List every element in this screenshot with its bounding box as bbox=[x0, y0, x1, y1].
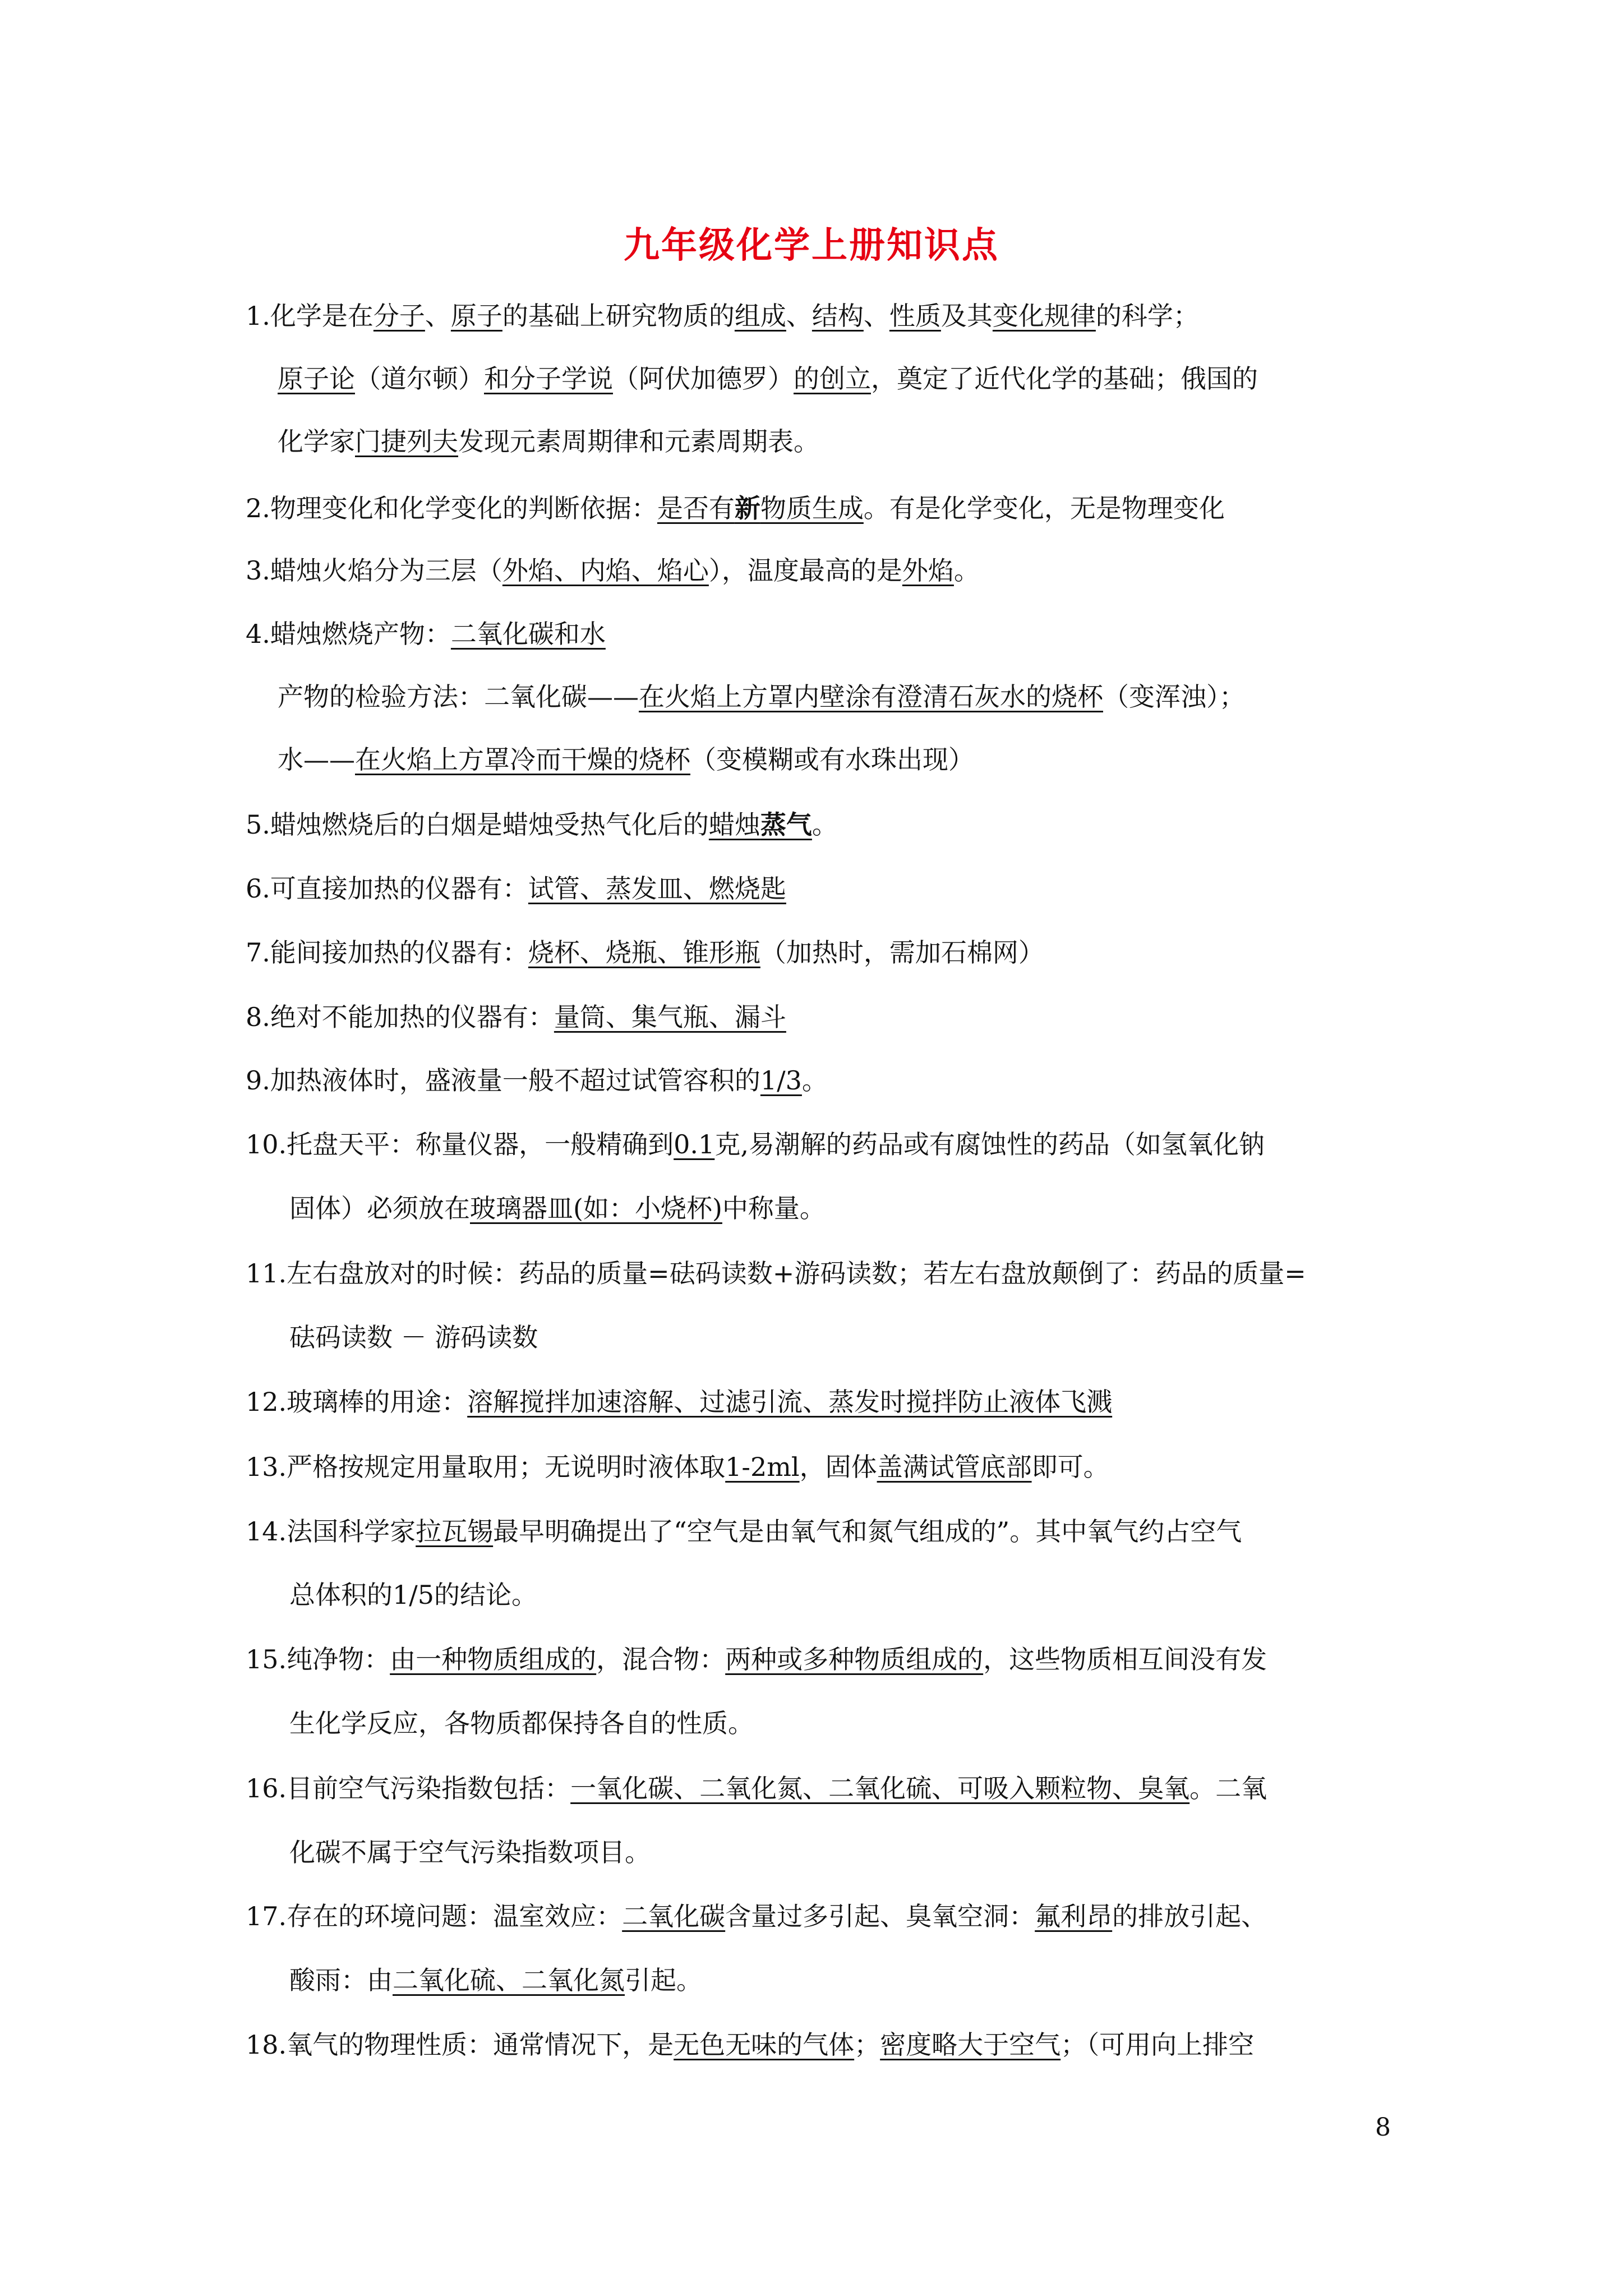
text-segment: 2.物理变化和化学变化的判断依据： bbox=[246, 493, 657, 523]
text-segment: 5.蜡烛燃烧后的白烟是蜡烛受热气化后的 bbox=[246, 809, 709, 840]
text-segment: （加热时，需加石棉网） bbox=[760, 937, 1044, 968]
text-segment: （变模糊或有水珠出现） bbox=[690, 744, 974, 775]
text-segment: 含量过多引起、臭氧空洞： bbox=[725, 1901, 1035, 1931]
text-segment: 。 bbox=[811, 809, 838, 840]
underlined-keyword: 试管、蒸发皿、燃烧匙 bbox=[528, 873, 786, 904]
text-line bbox=[246, 1772, 1267, 1805]
underlined-keyword: 原子 bbox=[450, 301, 502, 331]
text-line bbox=[278, 362, 1258, 395]
underlined-keyword: 原子论 bbox=[278, 364, 355, 394]
bold-keyword: 新 bbox=[734, 493, 760, 523]
underlined-keyword: 氟利昂 bbox=[1035, 1901, 1113, 1931]
text-line bbox=[246, 872, 786, 905]
underlined-keyword: 一氧化碳、二氧化氮、二氧化硫、可吸入颗粒物、臭氧 bbox=[570, 1773, 1190, 1803]
text-segment: 17.存在的环境问题：温室效应： bbox=[246, 1901, 623, 1931]
underlined-keyword: 在火焰上方罩内壁涂有澄清石灰水的烧杯 bbox=[639, 682, 1103, 712]
text-segment: 4.蜡烛燃烧产物： bbox=[246, 619, 451, 649]
text-segment: 11.左右盘放对的时候：药品的质量=砝码读数+游码读数；若左右盘放颠倒了：药品的质量= bbox=[246, 1258, 1306, 1289]
text-segment: 14.法国科学家 bbox=[246, 1516, 416, 1547]
text-line bbox=[246, 936, 1044, 969]
underlined-keyword: 溶解搅拌加速溶解、过滤引流、蒸发时搅拌防止液体飞溅 bbox=[467, 1387, 1113, 1417]
text-segment: 化碳不属于空气污染指数项目。 bbox=[289, 1837, 651, 1867]
underlined-keyword: 二氧化碳 bbox=[622, 1901, 726, 1931]
text-segment: 最早明确提出了“空气是由氧气和氮气组成的”。其中氧气约占空气 bbox=[493, 1516, 1242, 1547]
text-segment: ； bbox=[854, 2030, 880, 2060]
text-segment: 、 bbox=[425, 301, 451, 331]
underlined-keyword: 门捷列夫 bbox=[355, 426, 458, 457]
text-segment: 3.蜡烛火焰分为三层（ bbox=[246, 555, 502, 586]
text-segment: ，这些物质相互间没有发 bbox=[983, 1644, 1267, 1674]
underlined-keyword: 和分子学说 bbox=[484, 364, 613, 394]
text-segment: 、 bbox=[786, 301, 812, 331]
underlined-keyword: 二氧化碳和水 bbox=[450, 619, 606, 649]
text-line bbox=[246, 617, 606, 651]
text-segment: ，混合物： bbox=[596, 1644, 726, 1674]
text-line bbox=[246, 1064, 828, 1097]
text-segment: 生化学反应，各物质都保持各自的性质。 bbox=[289, 1708, 754, 1738]
text-line bbox=[289, 1578, 537, 1612]
text-line bbox=[278, 680, 1245, 714]
text-line bbox=[246, 491, 1225, 525]
text-segment: ；（可用向上排空 bbox=[1061, 2030, 1255, 2060]
text-segment: 克,易潮解的药品或有腐蚀性的药品（如氢氧化钠 bbox=[714, 1129, 1265, 1159]
text-segment: 1.化学是在 bbox=[246, 301, 374, 331]
text-segment: 。有是化学变化，无是物理变化 bbox=[863, 493, 1225, 523]
text-segment: 。 bbox=[953, 555, 980, 586]
bold-keyword: 蒸气 bbox=[760, 809, 812, 840]
underlined-keyword: 烧杯、烧瓶、锥形瓶 bbox=[528, 937, 760, 968]
underlined-keyword: 外焰、内焰、焰心 bbox=[502, 555, 709, 586]
text-segment: 及其 bbox=[940, 301, 993, 331]
underlined-keyword: 0.1 bbox=[674, 1129, 715, 1159]
text-segment: 6.可直接加热的仪器有： bbox=[246, 873, 528, 904]
underlined-keyword: 物质生成 bbox=[760, 493, 864, 523]
underlined-keyword: 在火焰上方罩冷而干燥的烧杯 bbox=[355, 744, 690, 775]
page-number: 8 bbox=[1375, 2113, 1391, 2142]
underlined-keyword: 量筒、集气瓶、漏斗 bbox=[554, 1002, 786, 1032]
text-segment: ，奠定了近代化学的基础；俄国的 bbox=[871, 364, 1258, 394]
text-line bbox=[246, 299, 1199, 333]
text-line bbox=[246, 808, 838, 841]
text-line bbox=[289, 1963, 702, 1997]
text-segment: 16.目前空气污染指数包括： bbox=[246, 1773, 571, 1803]
text-segment: ，固体 bbox=[799, 1452, 877, 1482]
text-line bbox=[278, 743, 974, 776]
text-segment: （阿伏加德罗） bbox=[613, 364, 794, 394]
text-line bbox=[246, 554, 980, 587]
text-line bbox=[246, 1000, 786, 1034]
text-segment: 的基础上研究物质的 bbox=[502, 301, 735, 331]
text-segment: 的排放引起、 bbox=[1112, 1901, 1267, 1931]
underlined-keyword: 盖满试管底部 bbox=[877, 1452, 1032, 1482]
underlined-keyword: 变化规律 bbox=[992, 301, 1096, 331]
text-line bbox=[246, 1899, 1267, 1933]
underlined-keyword: 二氧化硫、二氧化氮 bbox=[393, 1965, 625, 1995]
text-segment: 砝码读数 － 游码读数 bbox=[289, 1322, 538, 1352]
text-segment: 7.能间接加热的仪器有： bbox=[246, 937, 528, 968]
underlined-keyword: 1/3 bbox=[760, 1065, 802, 1096]
text-segment: 13.严格按规定用量取用；无说明时液体取 bbox=[246, 1452, 726, 1482]
underlined-keyword bbox=[735, 493, 760, 523]
text-line bbox=[246, 1515, 1242, 1548]
page-title: 九年级化学上册知识点 bbox=[624, 225, 999, 266]
text-segment: （道尔顿） bbox=[355, 364, 484, 394]
text-segment: 15.纯净物： bbox=[246, 1644, 390, 1674]
text-segment: 发现元素周期律和元素周期表。 bbox=[458, 426, 819, 457]
text-line bbox=[246, 1257, 1306, 1290]
text-line bbox=[278, 425, 819, 458]
underlined-keyword: 结构 bbox=[811, 301, 864, 331]
text-segment: ），温度最高的是 bbox=[708, 555, 902, 586]
text-segment: 10.托盘天平：称量仪器，一般精确到 bbox=[246, 1129, 674, 1159]
underlined-keyword: 密度略大于空气 bbox=[880, 2030, 1061, 2060]
underlined-keyword: 性质 bbox=[889, 301, 941, 331]
text-segment: 8.绝对不能加热的仪器有： bbox=[246, 1002, 554, 1032]
text-line bbox=[246, 1128, 1265, 1161]
text-line bbox=[289, 1191, 826, 1225]
text-line bbox=[289, 1320, 538, 1354]
underlined-keyword: 玻璃器皿(如：小烧杯) bbox=[470, 1193, 722, 1223]
text-line bbox=[246, 1642, 1267, 1676]
text-segment: 中称量。 bbox=[722, 1193, 826, 1223]
underlined-keyword: 外焰 bbox=[902, 555, 954, 586]
text-segment: 。 bbox=[801, 1065, 828, 1096]
text-segment: 酸雨：由 bbox=[289, 1965, 393, 1995]
text-segment: 。二氧 bbox=[1189, 1773, 1267, 1803]
text-segment: 引起。 bbox=[625, 1965, 702, 1995]
text-segment: 12.玻璃棒的用途： bbox=[246, 1387, 468, 1417]
text-segment: （变浑浊）； bbox=[1103, 682, 1245, 712]
text-segment: 18.氧气的物理性质：通常情况下，是 bbox=[246, 2030, 674, 2060]
text-line bbox=[246, 2028, 1254, 2062]
text-segment: 总体积的1/5的结论。 bbox=[289, 1580, 538, 1610]
text-segment: 的科学； bbox=[1095, 301, 1199, 331]
text-segment: 9.加热液体时，盛液量一般不超过试管容积的 bbox=[246, 1065, 760, 1096]
text-line bbox=[246, 1385, 1112, 1419]
text-segment: 即可。 bbox=[1031, 1452, 1109, 1482]
text-segment: 产物的检验方法：二氧化碳—— bbox=[278, 682, 639, 712]
underlined-keyword: 无色无味的气体 bbox=[674, 2030, 855, 2060]
underlined-keyword: 组成 bbox=[734, 301, 786, 331]
underlined-keyword: 两种或多种物质组成的 bbox=[725, 1644, 984, 1674]
underlined-keyword: 1-2ml bbox=[725, 1452, 800, 1482]
underlined-keyword: 由一种物质组成的 bbox=[390, 1644, 597, 1674]
underlined-keyword: 分子 bbox=[373, 301, 425, 331]
text-segment: 固体）必须放在 bbox=[289, 1193, 470, 1223]
text-segment: 、 bbox=[863, 301, 889, 331]
underlined-keyword bbox=[760, 809, 812, 840]
text-segment: 化学家 bbox=[278, 426, 355, 457]
text-line bbox=[289, 1835, 651, 1869]
text-segment: 水—— bbox=[278, 744, 355, 775]
text-line bbox=[246, 1450, 1109, 1484]
text-line bbox=[289, 1706, 754, 1740]
underlined-keyword: 是否有 bbox=[657, 493, 735, 523]
underlined-keyword: 拉瓦锡 bbox=[416, 1516, 494, 1547]
underlined-keyword: 的创立 bbox=[794, 364, 871, 394]
underlined-keyword: 蜡烛 bbox=[708, 809, 760, 840]
